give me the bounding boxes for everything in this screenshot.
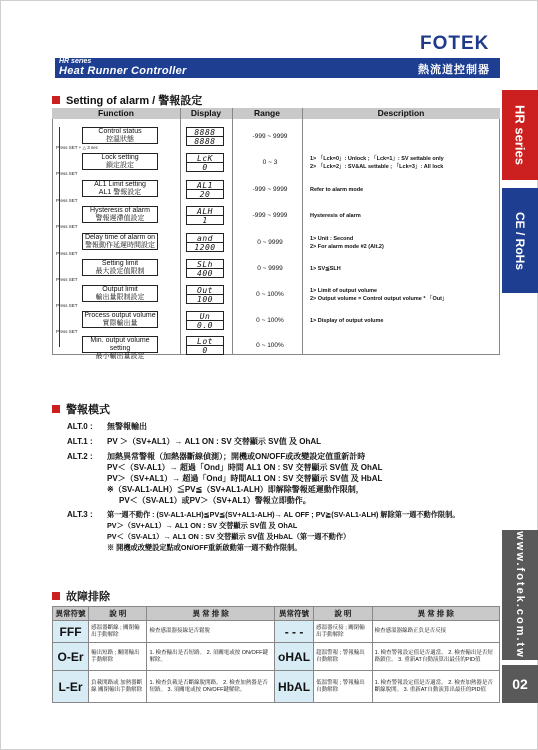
- func-control-status: Control status 控溫狀態: [82, 127, 158, 144]
- display-ond: and 1200: [186, 233, 224, 252]
- error-code: HbAL: [274, 671, 313, 703]
- col-display: Display: [190, 108, 222, 118]
- alarm-table-header: [52, 108, 500, 119]
- desc-ond: 1> Unit : Second 2> For alarm mode #2 (Alt.2): [310, 236, 384, 250]
- range-al1: -999 ~ 9999: [252, 186, 288, 193]
- desc-alh: Hysteresis of alarm: [310, 213, 361, 219]
- press-set-note: Press SET: [56, 224, 78, 229]
- range-lock: 0 ~ 3: [262, 159, 278, 166]
- banner-cn-title: 熱流道控制器: [418, 64, 490, 76]
- product-banner: [55, 58, 500, 78]
- page-number: 02: [502, 665, 538, 703]
- fotek-logo: FOTEK: [420, 33, 490, 54]
- col-function: Function: [98, 108, 134, 118]
- banner-title: Heat Runner Controller: [59, 65, 187, 77]
- alarm-mode-0: ALT.0 : 無警報輸出: [67, 422, 147, 431]
- range-alh: -999 ~ 9999: [252, 212, 288, 219]
- table-divider: [232, 108, 233, 355]
- table-divider: [302, 108, 303, 355]
- section-marker-icon: [52, 405, 60, 413]
- func-process-output: Process output volume 實際輸出量: [82, 311, 158, 328]
- table-divider: [180, 108, 181, 355]
- press-set-key-note: Press SET + △ 3 sec: [56, 145, 99, 150]
- display-lock: LcK 0: [186, 153, 224, 172]
- range-control-status: -999 ~ 9999: [252, 133, 288, 140]
- website-tab[interactable]: www.fotek.com.tw: [502, 530, 538, 660]
- table-row: FFF 感溫器斷線 ; 關閉輸出手動解除 檢查感溫器接線是否鬆脫 - - - 感溫器反接 ; 關閉輸出手動解除 檢查感溫器線路正負是否反接: [53, 621, 500, 643]
- desc-al1: Refer to alarm mode: [310, 187, 364, 193]
- func-lock-setting: Lock setting 鎖定設定: [82, 153, 158, 170]
- press-set-note: Press SET: [56, 171, 78, 176]
- range-un: 0 ~ 100%: [256, 317, 284, 324]
- troubleshoot-header: 異常符號 說 明 異 常 排 除 異常符號 說 明 異 常 排 除: [53, 607, 500, 621]
- func-min-output: Min. output volume setting 最小輸出量設定: [82, 336, 158, 353]
- table-row: L-Er 負載開路或 加熱器斷線 關閉輸出手動解除 1. 檢查負載是否斷線脫開路。 2. 檢查加熱器是否短路。 3. 須關電或按 ON/OFF鍵解除。 HbAL 低溫警報 ; 警報輸出自動解除 1. 檢查警報設定值是否適當。 2. 檢查加熱器是否斷線脫開。 3. 重新AT自動演算出最佳的PID值: [53, 671, 500, 703]
- section-title-alarm-setting: Setting of alarm / 警報設定: [52, 92, 202, 108]
- error-code: O-Er: [53, 643, 89, 671]
- section-marker-icon: [52, 96, 60, 104]
- alarm-mode-2: ALT.2 : 加熱異常警報（加熱器斷線偵測）；開機或ON/OFF或改變設定值重新計時 PV＜（SV-AL1）→ 超過「Ond」時間 AL1 ON : SV 交替顯示 SV值 及 OhAL PV＞（SV+AL1）→ 超過「Ond」時間AL1 ON : SV 交替顯示 SV值 及 HbAL ※（SV-AL1-ALH）≦PV≦（SV+AL1-ALH）即解除警報延遲動作限制， PV＜（SV-AL1）或PV＞（SV+AL1）警報立即動作。: [67, 452, 383, 505]
- range-lot: 0 ~ 100%: [256, 342, 284, 349]
- func-setting-limit: Setting limit 最大設定值限制: [82, 259, 158, 276]
- press-set-note: Press SET: [56, 303, 78, 308]
- section-marker-icon: [52, 592, 60, 600]
- col-description: Description: [377, 108, 425, 118]
- alarm-mode-1: ALT.1 : PV ＞（SV+AL1）→ AL1 ON : SV 交替顯示 SV值 及 OhAL: [67, 437, 322, 446]
- section-title-troubleshoot: 故障排除: [52, 588, 110, 604]
- press-set-note: Press SET: [56, 251, 78, 256]
- func-output-limit: Output limit 輸出量限制設定: [82, 285, 158, 302]
- press-set-note: Press SET: [56, 329, 78, 334]
- tab-ce-rohs[interactable]: CE / RoHs: [502, 188, 538, 293]
- error-code: - - -: [274, 621, 313, 643]
- range-ond: 0 ~ 9999: [257, 239, 283, 246]
- section-title-alarm-mode: 警報模式: [52, 401, 110, 417]
- flow-line: [59, 127, 60, 347]
- range-slh: 0 ~ 9999: [257, 265, 283, 272]
- func-al1-limit: AL1 Limit setting AL1 警報設定: [82, 180, 158, 197]
- desc-un: 1> Display of output volume: [310, 318, 384, 324]
- display-lot: Lot 0: [186, 336, 224, 355]
- func-delay-time: Delay time of alarm on 警報動作延遲時間設定: [82, 233, 158, 250]
- error-code: L-Er: [53, 671, 89, 703]
- desc-slh: 1> SV≦SLH: [310, 266, 341, 272]
- error-code: FFF: [53, 621, 89, 643]
- press-set-note: Press SET: [56, 198, 78, 203]
- tab-hr-series[interactable]: HR series: [502, 90, 538, 180]
- error-code: oHAL: [274, 643, 313, 671]
- display-alh: ALH 1: [186, 206, 224, 225]
- series-label: HR series: [59, 58, 92, 65]
- desc-lock: 1> 「Lck=0」: Unlock ; 「Lck=1」: SV settable only 2> 「Lck=2」: SV&AL settable ; 「Lck=3」: All lock: [310, 156, 444, 170]
- display-control-status: 8888 8888: [186, 127, 224, 146]
- display-al1: AL1 20: [186, 180, 224, 199]
- troubleshoot-table: [52, 606, 500, 703]
- range-out: 0 ~ 100%: [256, 291, 284, 298]
- func-hysteresis: Hysteresis of alarm 警報遲滯值設定: [82, 206, 158, 223]
- alarm-mode-3: ALT.3 : 第一週不動作 : (SV-AL1-ALH)≦PV≦(SV+AL1-ALH)→ AL OFF ; PV≧(SV-AL1-ALH) 解除第一週不動作限制。 PV＞（SV+AL1）→ AL1 ON : SV 交替顯示 SV值 及 OhAL PV＜（SV-AL1）→ AL1 ON : SV 交替顯示 SV值 及HbAL（第一週不動作） ※ 開機或改變設定點或ON/OFF重新啟動第一週不動作限制。: [67, 510, 460, 552]
- display-un: Un 0.0: [186, 311, 224, 330]
- display-slh: SLh 400: [186, 259, 224, 278]
- col-range: Range: [254, 108, 280, 118]
- display-out: Out 100: [186, 285, 224, 304]
- press-set-note: Press SET: [56, 277, 78, 282]
- desc-out: 1> Limit of output volume 2> Output volume = Control output volume * 「Out」: [310, 288, 448, 302]
- table-row: O-Er 輸出短路 ; 關閉輸出手動解除 1. 檢查輸出是否短路。 2. 須關電或按 ON/OFF鍵解除。 oHAL 超溫警報 ; 警報輸出自動解除 1. 檢查警報設定值是否適當。 2. 檢查輸出是否短路鎖住。 3. 重新AT自動演算出最佳的PID值: [53, 643, 500, 671]
